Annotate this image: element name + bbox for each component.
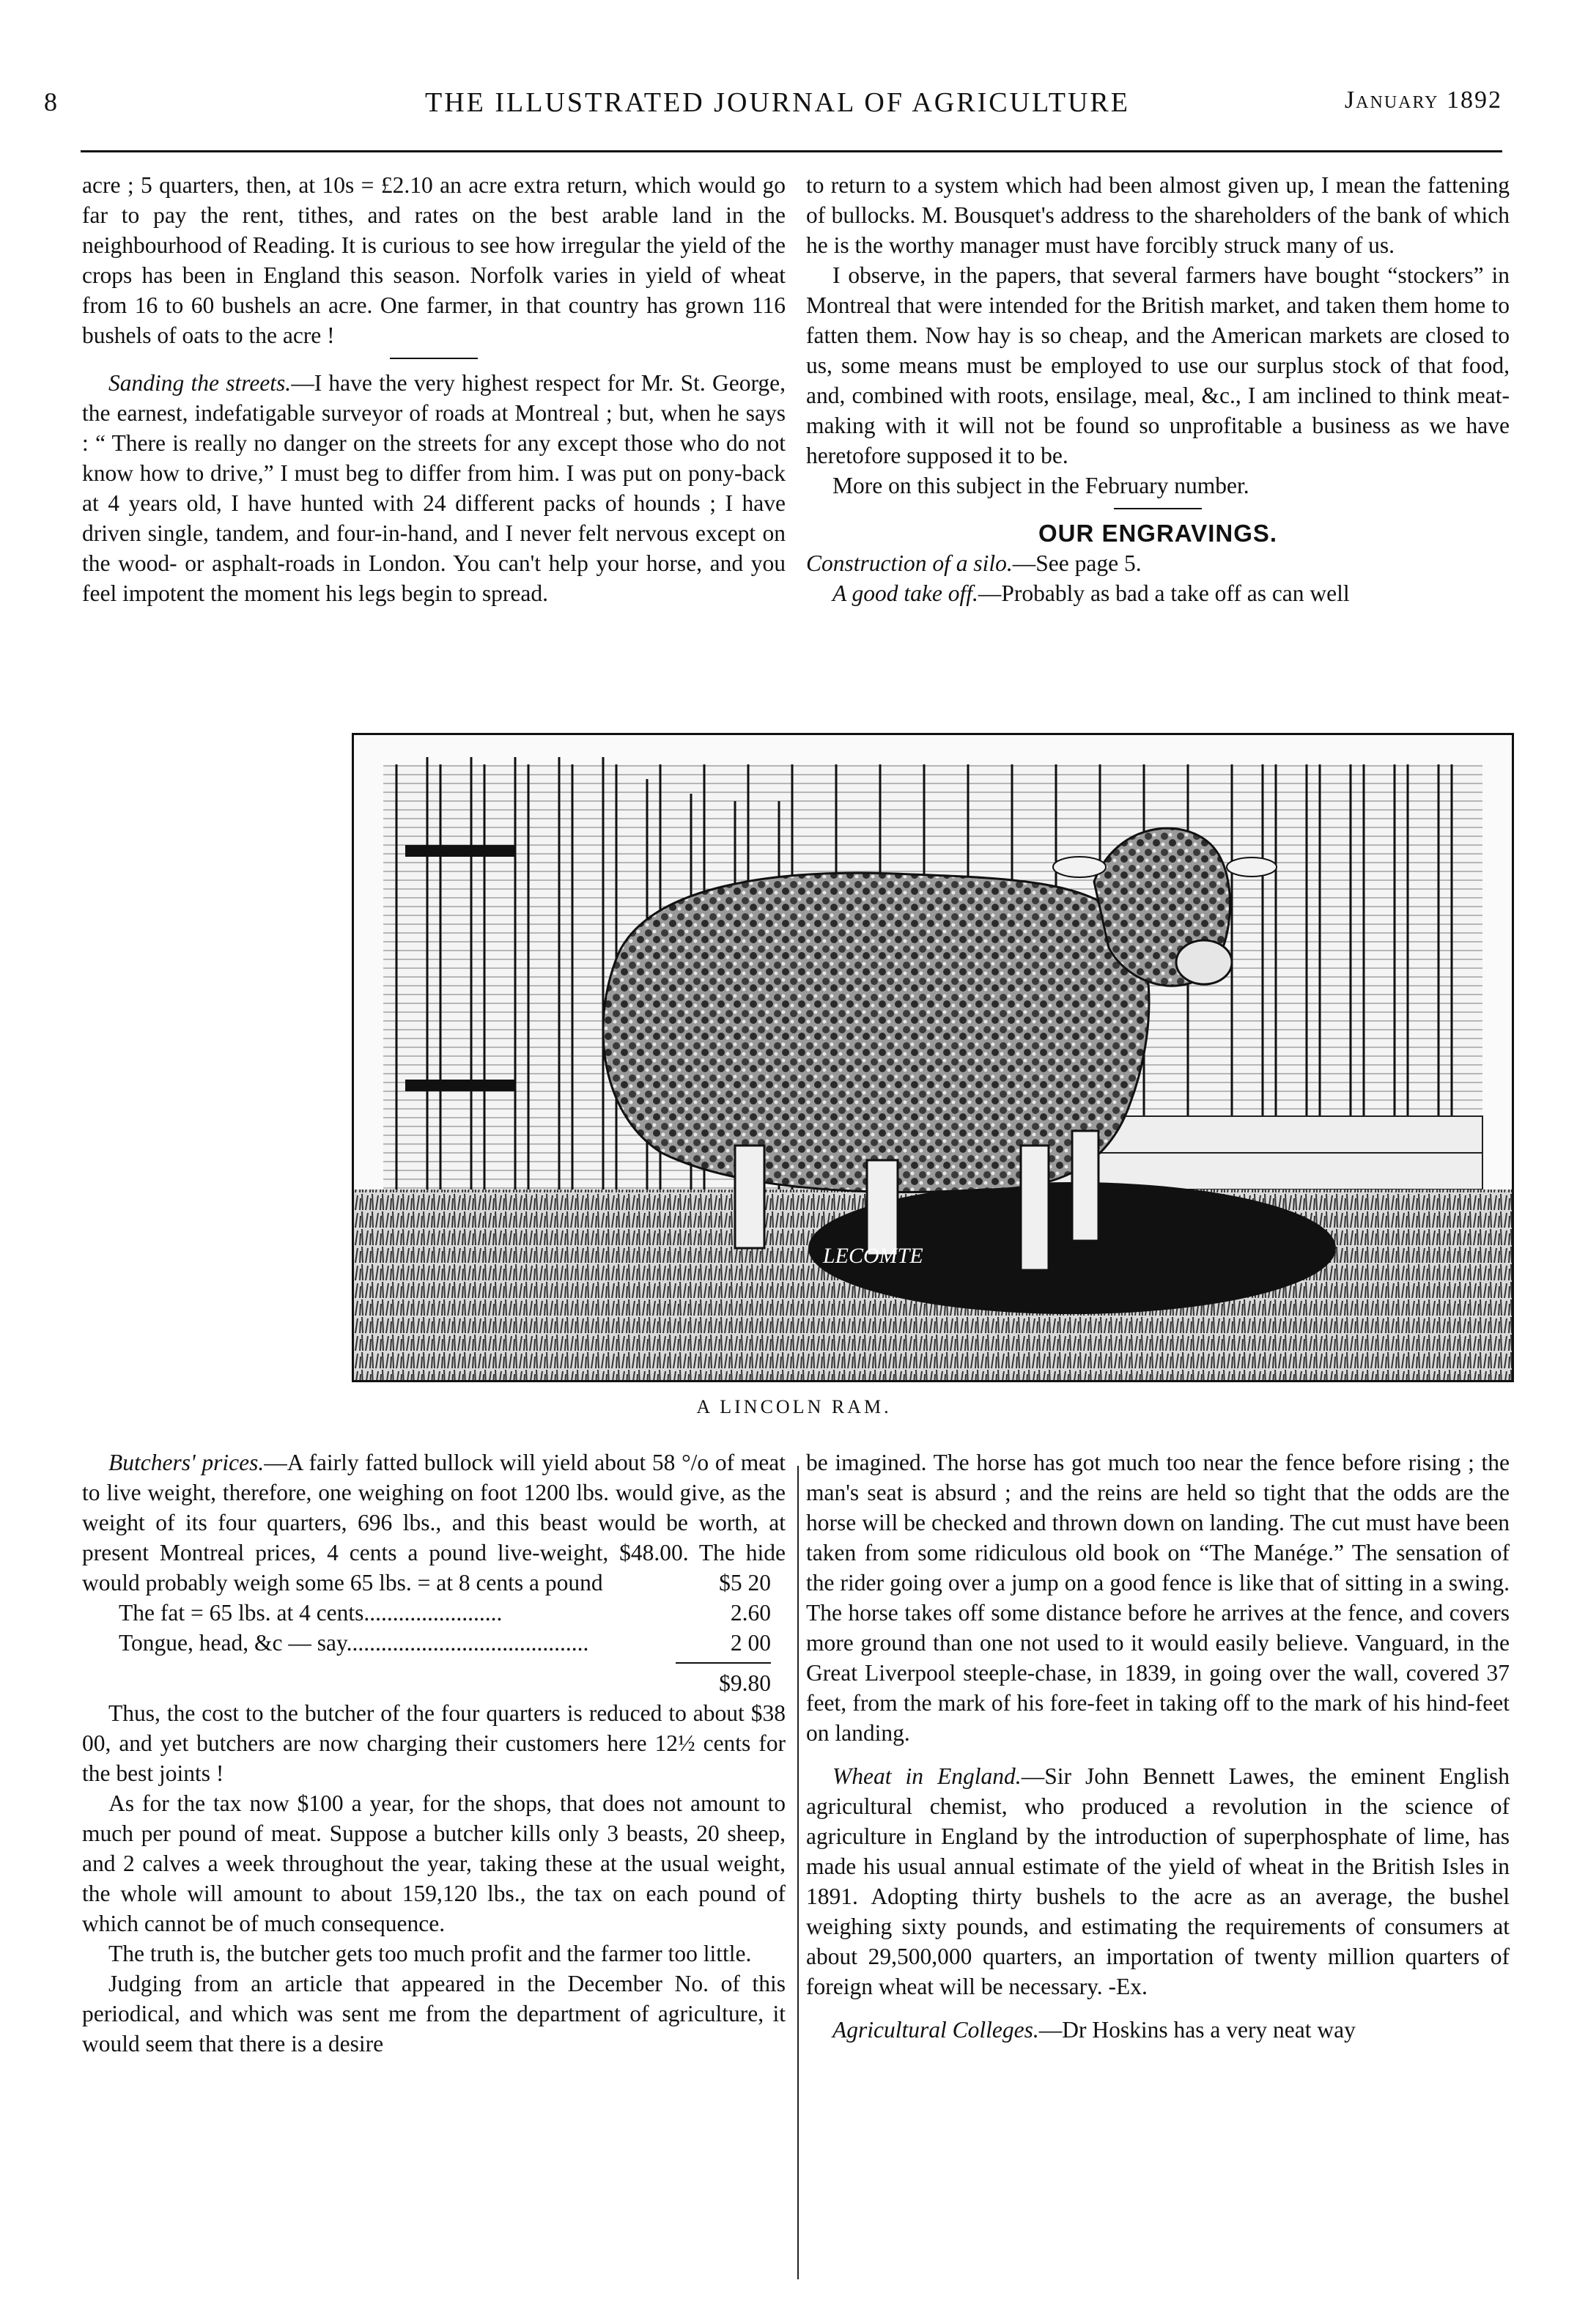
issue-date: January 1892 (1344, 86, 1502, 114)
ledger-total: $9.80 (719, 1670, 771, 1696)
ledger-label: Tongue, head, &c — say.......................................... (119, 1630, 589, 1656)
ram-illustration (354, 735, 1512, 1380)
column-left-top (82, 170, 786, 608)
ledger-amount: 2.60 (730, 1600, 771, 1626)
section-title: Agricultural Colleges. (832, 2017, 1039, 2043)
ram-ear (1227, 857, 1277, 877)
section-rule (390, 358, 478, 359)
section-title: Butchers' prices. (108, 1450, 265, 1475)
paragraph: As for the tax now $100 a year, for the shops, that does not amount to much per pound of meat. Suppose a butcher kills only 3 beasts, 20 sheep, and 2 calves a week throughout the year, taking these at the usual weight, the whole will amount to about 159,120 lbs., the tax on each pound of which cannot be of much consequence. (82, 1790, 786, 1936)
section-text: —Sir John Bennett Lawes, the eminent English agricultural chemist, who produced a revolution in the science of agriculture in England by the introduction of superphosphate of lime, has made his usual annual estimate of the yield of wheat in the British Isles in 1891. Adopting thirty bushels to the acre as an average, the bushel weighing sixty pounds, and estimating the requirements of consumers at about 29,500,000 quarters, an importation of twenty million quarters of foreign wheat will be necessary. -Ex. (806, 1763, 1510, 1999)
ledger-label: The fat = 65 lbs. at 4 cents........................ (119, 1600, 503, 1626)
hinge (405, 845, 515, 857)
paragraph: Thus, the cost to the butcher of the four quarters is reduced to about $38 00, and yet butchers are now charging their customers here 12½ cents for the best joints ! (82, 1700, 786, 1786)
paragraph-sanding (82, 368, 786, 608)
paragraph: be imagined. The horse has got much too near the fence before rising ; the man's seat is absurd ; and the reins are held so tight that the odds are the horse will be checked and thrown down on landing. The cut must have been taken from some ridiculous old book on “The Manége.” The sensation of the rider going over a jump on a good fence is like that of sitting in a swing. The horse takes off some distance before he arrives at the fence, and covers more ground than one not used to it would easily believe. Vanguard, in the Great Liverpool steeple-chase, in 1839, in going over the wall, covered 37 feet, from the mark of his fore-feet in taking off to the mark of his hind-feet on landing. (806, 1450, 1510, 1746)
ram-body (603, 873, 1149, 1192)
lincoln-ram-engraving (352, 733, 1514, 1382)
paragraph-butchers (82, 1447, 786, 1598)
section-rule (1114, 508, 1202, 509)
paragraph: acre ; 5 quarters, then, at 10s = £2.10 an acre extra return, which would go far to pay the rent, tithes, and rates on the best arable land in the neighbourhood of Reading. It is curious to see how irregular the yield of the crops has been in England this season. Norfolk varies in yield of wheat from 16 to 60 bushels an acre. One farmer, in that country has grown 116 bushels of oats to the acre ! (82, 172, 786, 348)
section-text: —Probably as bad a take off as can well (978, 580, 1350, 606)
ram-muzzle (1176, 940, 1232, 984)
section-title: Construction of a silo. (806, 550, 1013, 576)
section-text: —I have the very highest respect for Mr. St. George, the earnest, indefatigable surveyor of roads at Montreal ; but, when he says : “ There is really no danger on the streets for any except those who do not know how to drive,” I must beg to differ from him. I was put on pony-back at 4 years old, I have hunted with 24 different packs of hounds ; I have driven single, tandem, and four-in-hand, and I never felt nervous except on the wood- or asphalt-roads in London. You can't help your horse, and you feel impotent the moment his legs begin to spread. (82, 370, 786, 606)
journal-title: THE ILLUSTRATED JOURNAL OF AGRICULTURE (425, 87, 1130, 118)
engravings-heading: OUR ENGRAVINGS. (1038, 520, 1278, 547)
hide-amount: $5 20 (719, 1570, 771, 1596)
figure-caption: A LINCOLN RAM. (696, 1396, 892, 1417)
ledger-row (82, 1598, 786, 1628)
section-title: A good take off. (832, 580, 978, 606)
page-number: 8 (44, 87, 57, 117)
header-rule (81, 150, 1502, 152)
section-text: —A fairly fatted bullock will yield about 58 °/o of meat to live weight, therefore, one weighing on foot 1200 lbs. would give, as the weight of its four quarters, 696 lbs., and this beast would be worth, at present Montreal prices, 4 cents a pound live-weight, $48.00. The hide would probably weigh some 65 lbs. = at 8 cents a pound (82, 1450, 786, 1596)
paragraph: to return to a system which had been almost given up, I mean the fattening of bullocks. M. Bousquet's address to the shareholders of the bank of which he is the worthy manager must have forcibly struck many of us. (806, 172, 1510, 258)
column-left-bottom (82, 1447, 786, 2059)
ledger-row (82, 1628, 786, 1658)
ram-ear (1053, 857, 1106, 877)
sum-rule (676, 1662, 771, 1664)
paragraph-colleges (806, 2015, 1510, 2045)
paragraph: I observe, in the papers, that several farmers have bought “stockers” in Montreal that were intended for the British market, and taken them home to fatten them. Now hay is so cheap, and the American markets are closed to us, some means must be employed to use our surplus stock of that food, and, combined with roots, ensilage, meal, &c., I am inclined to think meat-making with it will not be found so unprofitable a business as we have heretofore supposed it to be. (806, 262, 1510, 468)
page-header (44, 86, 1502, 130)
paragraph-silo (806, 548, 1510, 578)
engraver-signature: LECOMTE (823, 1244, 923, 1268)
paragraph: More on this subject in the February number. (832, 473, 1249, 498)
column-right-top (806, 170, 1510, 608)
paragraph-wheat (806, 1761, 1510, 2002)
paragraph: Judging from an article that appeared in the December No. of this periodical, and which was sent me from the department of agriculture, it would seem that there is a desire (82, 1971, 786, 2056)
paragraph-takeoff (806, 578, 1510, 608)
column-right-bottom (806, 1447, 1510, 2045)
ledger-amount: 2 00 (730, 1630, 771, 1656)
section-text: —See page 5. (1012, 550, 1142, 576)
section-title: Sanding the streets. (108, 370, 292, 396)
column-divider (797, 1466, 799, 2279)
paragraph: The truth is, the butcher gets too much profit and the farmer too little. (108, 1941, 752, 1966)
hinge (405, 1080, 515, 1091)
section-text: —Dr Hoskins has a very neat way (1038, 2017, 1356, 2043)
section-title: Wheat in England. (832, 1763, 1022, 1789)
